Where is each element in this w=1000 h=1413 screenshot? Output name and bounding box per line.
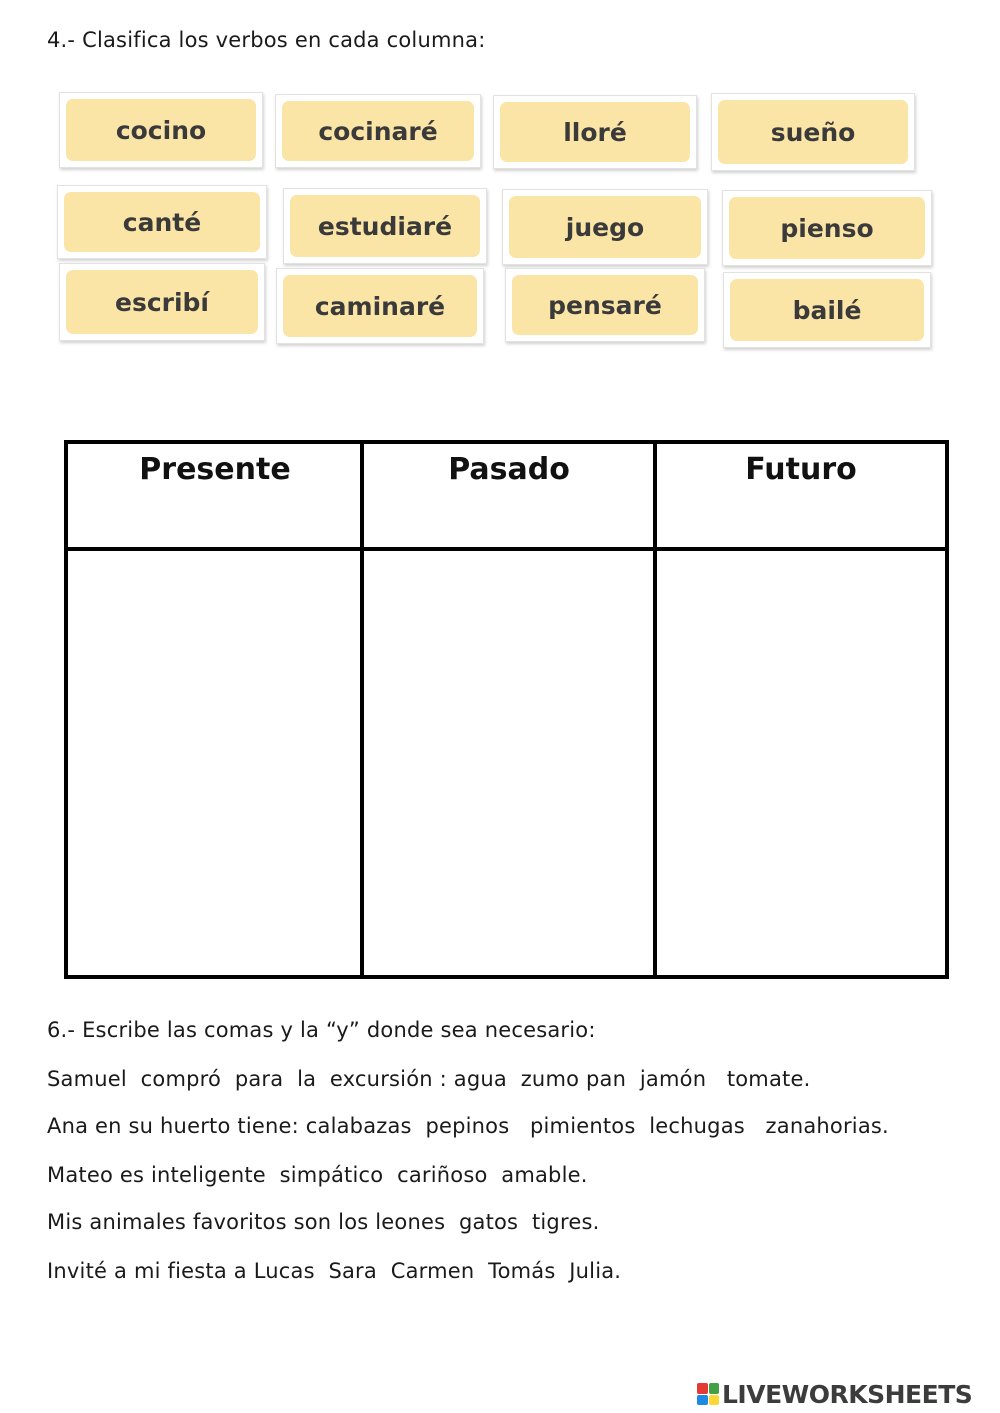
drop-zone-pasado[interactable]	[364, 551, 653, 975]
sentence-line: Mateo es inteligente simpático cariñoso amable.	[47, 1163, 588, 1187]
verb-card[interactable]	[493, 95, 697, 169]
verb-label: estudiaré	[290, 195, 480, 257]
verb-card[interactable]	[502, 189, 708, 265]
logo-square	[697, 1383, 708, 1394]
logo-square	[709, 1383, 720, 1394]
verb-label: escribí	[66, 270, 258, 334]
sentence-line: Samuel compró para la excursión : agua zumo pan jamón tomate.	[47, 1067, 811, 1091]
logo-square	[709, 1395, 720, 1406]
verb-card[interactable]	[711, 93, 915, 171]
verb-card[interactable]	[59, 92, 263, 168]
verb-label: caminaré	[283, 275, 477, 337]
verb-card[interactable]	[59, 263, 265, 341]
verb-label: pensaré	[512, 275, 698, 335]
exercise4-instruction: 4.- Clasifica los verbos en cada columna:	[47, 28, 486, 52]
column-header-futuro: Futuro	[745, 452, 857, 487]
verb-label: pienso	[729, 197, 925, 259]
verb-label: juego	[509, 196, 701, 258]
sentence-line: Ana en su huerto tiene: calabazas pepinos pimientos lechugas zanahorias.	[47, 1114, 889, 1138]
drop-zone-presente[interactable]	[68, 551, 360, 975]
verb-label: sueño	[718, 100, 908, 164]
verb-label: lloré	[500, 102, 690, 162]
logo-text: LIVEWORKSHEETS	[722, 1379, 973, 1409]
verb-label: canté	[64, 192, 260, 252]
verb-label: bailé	[730, 279, 924, 341]
exercise6-instruction: 6.- Escribe las comas y la “y” donde sea necesario:	[47, 1018, 596, 1042]
sentence-line: Invité a mi fiesta a Lucas Sara Carmen Tomás Julia.	[47, 1259, 622, 1283]
verb-card[interactable]	[283, 188, 487, 264]
verb-card[interactable]	[275, 94, 481, 168]
sentence-line: Mis animales favoritos son los leones gatos tigres.	[47, 1210, 600, 1234]
verb-card[interactable]	[57, 185, 267, 259]
liveworksheets-logo	[697, 1380, 997, 1408]
verb-card[interactable]	[276, 268, 484, 344]
verb-card[interactable]	[722, 190, 932, 266]
verb-label: cocinaré	[282, 101, 474, 161]
verb-label: cocino	[66, 99, 256, 161]
logo-square	[697, 1395, 708, 1406]
verb-card[interactable]	[723, 272, 931, 348]
logo-squares-icon	[697, 1383, 719, 1405]
column-header-pasado: Pasado	[448, 452, 570, 487]
verb-card[interactable]	[505, 268, 705, 342]
classification-table	[64, 440, 949, 979]
drop-zone-futuro[interactable]	[657, 551, 945, 975]
column-header-presente: Presente	[139, 452, 291, 487]
